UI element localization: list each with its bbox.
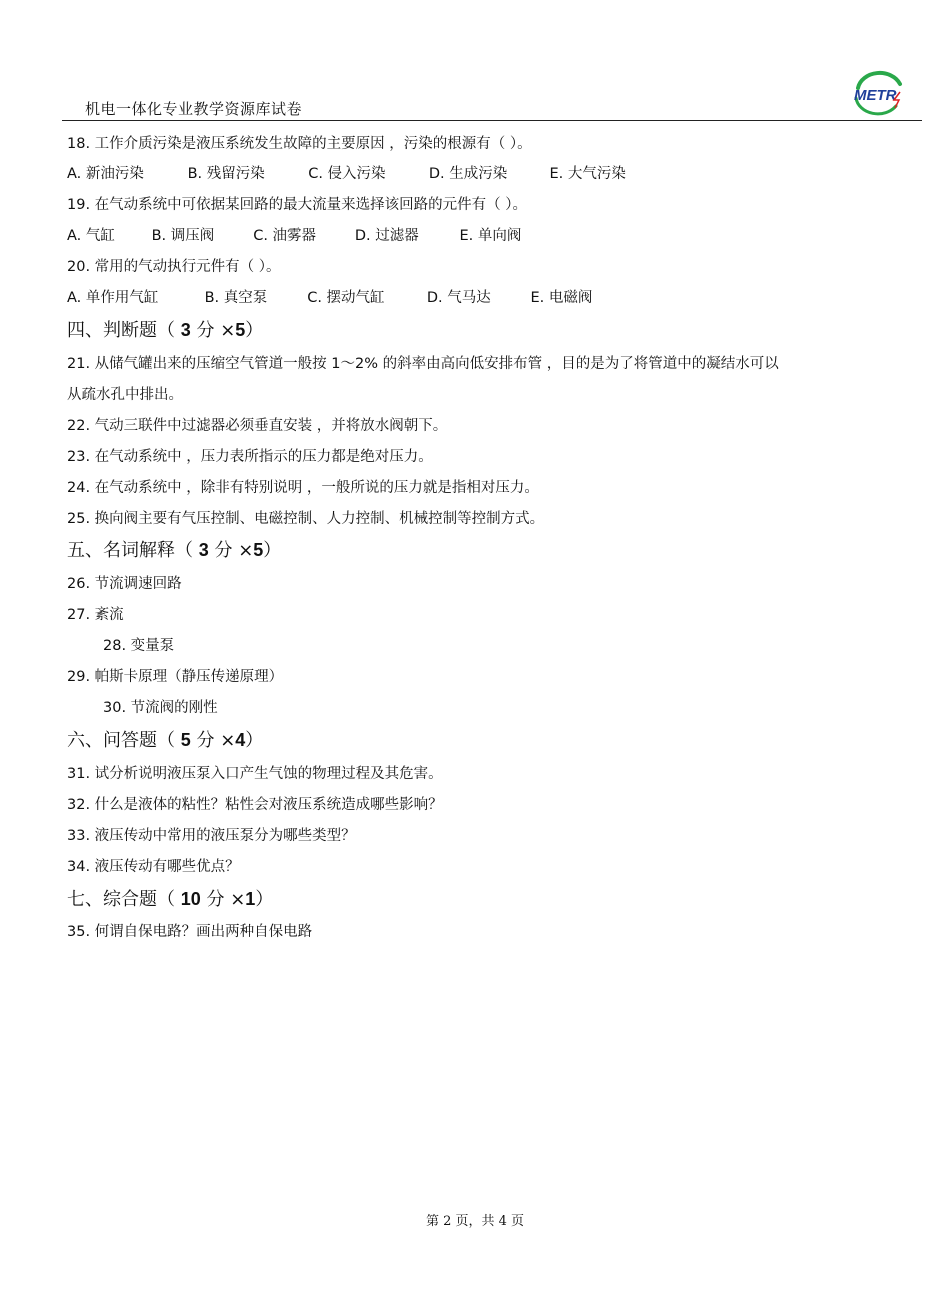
page-footer: 第 2 页，共 4 页: [425, 1214, 525, 1229]
option: E. 单向阀: [459, 228, 522, 244]
option: C. 摆动气缸: [307, 290, 385, 306]
option: E. 电磁阀: [530, 290, 593, 306]
logo-text: METR: [854, 87, 897, 104]
option: A. 气缸: [67, 228, 115, 244]
question-35: 35. 何谓自保电路？画出两种自保电路: [67, 924, 313, 940]
question-27: 27. 紊流: [67, 607, 124, 623]
question-28: 28. 变量泵: [103, 638, 175, 654]
option: C. 侵入污染: [308, 166, 386, 182]
option: A. 新油污染: [67, 166, 144, 182]
question-21-continued: 从疏水孔中排出。: [67, 387, 183, 403]
question-25: 25. 换向阀主要有气压控制、电磁控制、人力控制、机械控制等控制方式。: [67, 511, 545, 527]
question-19: 19. 在气动系统中可依据某回路的最大流量来选择该回路的元件有（ ）。: [67, 197, 528, 213]
option: D. 生成污染: [428, 166, 508, 182]
question-22: 22. 气动三联件中过滤器必须垂直安装 ，并将放水阀朝下。: [67, 418, 448, 434]
option: B. 调压阀: [151, 228, 215, 244]
question-20: 20. 常用的气动执行元件有（ ）。: [67, 259, 281, 275]
option: C. 油雾器: [253, 228, 317, 244]
option: A. 单作用气缸: [67, 290, 159, 306]
question-20-options: [67, 288, 592, 308]
question-18-options: [67, 164, 626, 184]
question-21: 21. 从储气罐出来的压缩空气管道一般按 1～2% 的斜率由高向低安排布管 ，目的是为了将管道中的凝结水可以: [67, 356, 779, 372]
question-30: 30. 节流阀的刚性: [103, 700, 218, 716]
section-7-title: 七、综合题（ 10 分 ×1）: [67, 889, 274, 910]
header-rule: [62, 120, 922, 121]
question-18: 18. 工作介质污染是液压系统发生故障的主要原因 ，污染的根源有（ ）。: [67, 136, 532, 152]
question-32: 32. 什么是液体的粘性？粘性会对液压系统造成哪些影响？: [67, 797, 443, 813]
option: B. 残留污染: [187, 166, 265, 182]
option: E. 大气污染: [549, 166, 626, 182]
question-26: 26. 节流调速回路: [67, 576, 182, 592]
section-4-title: 四、判断题（ 3 分 ×5）: [67, 320, 264, 341]
option: D. 过滤器: [354, 228, 419, 244]
question-29: 29. 帕斯卡原理（静压传递原理）: [67, 669, 284, 685]
section-6-title: 六、问答题（ 5 分 ×4）: [67, 730, 264, 751]
header-title: 机电一体化专业教学资源库试卷: [85, 100, 303, 118]
metr-logo-icon: [850, 70, 908, 116]
question-24: 24. 在气动系统中 ，除非有特别说明 ，一般所说的压力就是指相对压力。: [67, 480, 539, 496]
question-34: 34. 液压传动有哪些优点？: [67, 859, 240, 875]
question-31: 31. 试分析说明液压泵入口产生气蚀的物理过程及其危害。: [67, 766, 443, 782]
question-19-options: [67, 226, 521, 246]
option: B. 真空泵: [204, 290, 268, 306]
section-5-title: 五、名词解释（ 3 分 ×5）: [67, 540, 282, 561]
option: D. 气马达: [426, 290, 491, 306]
question-23: 23. 在气动系统中 ，压力表所指示的压力都是绝对压力。: [67, 449, 433, 465]
question-33: 33. 液压传动中常用的液压泵分为哪些类型？: [67, 828, 356, 844]
